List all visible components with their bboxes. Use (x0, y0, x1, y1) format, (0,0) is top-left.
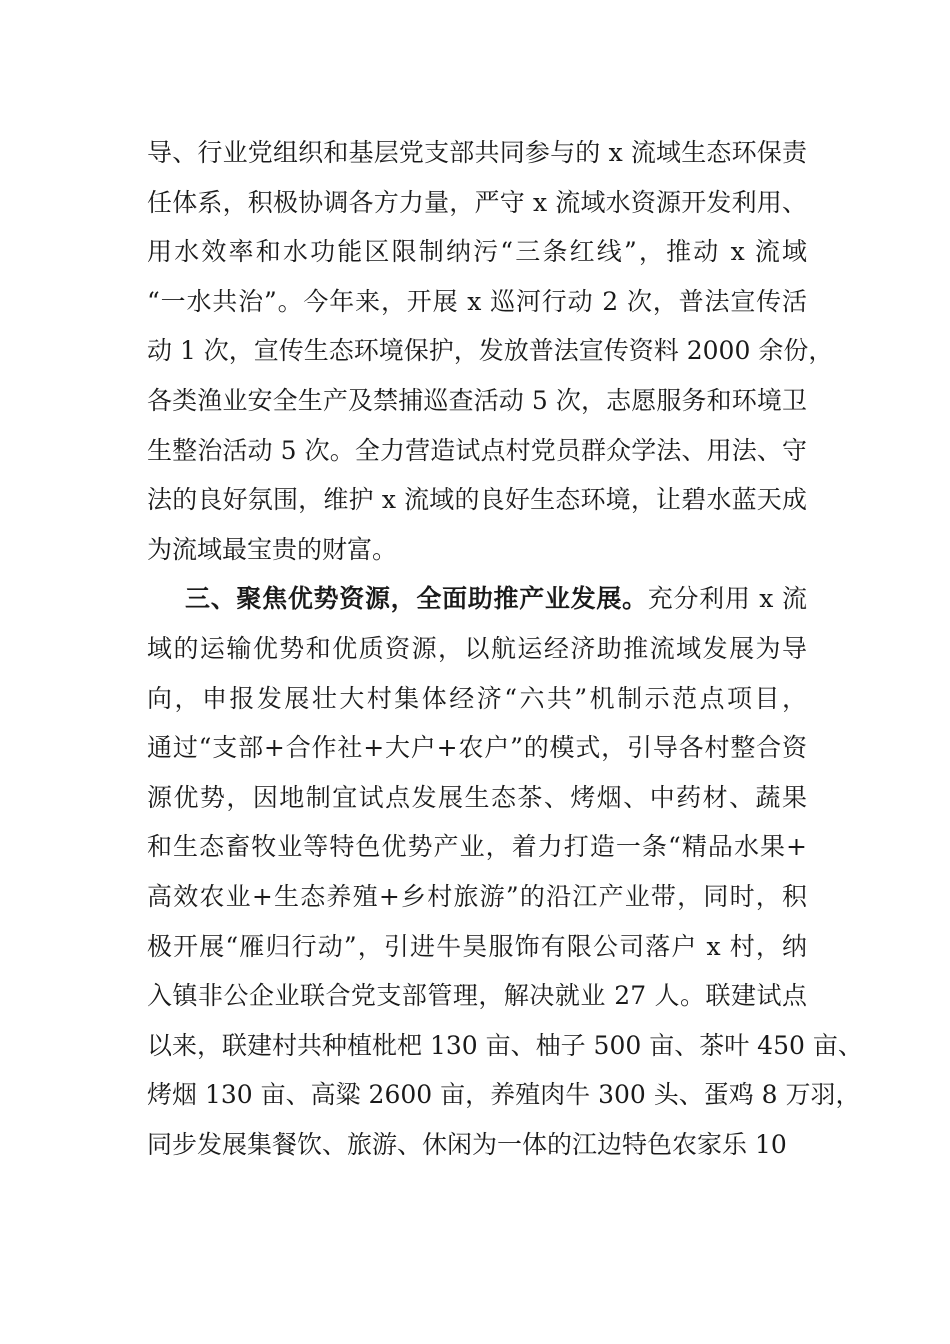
text-line: 极开展“雁归行动”，引进牛昊服饰有限公司落户 x 村，纳 (147, 931, 807, 961)
text-line: 以来，联建村共种植枇杷 130 亩、柚子 500 亩、茶叶 450 亩、 (147, 1030, 863, 1060)
text-line: 高效农业+生态养殖+乡村旅游”的沿江产业带，同时，积 (147, 881, 807, 911)
text-line: “一水共治”。今年来，开展 x 巡河行动 2 次，普法宣传活 (147, 286, 807, 316)
text-line: 烤烟 130 亩、高粱 2600 亩，养殖肉牛 300 头、蛋鸡 8 万羽， (147, 1080, 861, 1110)
text-line: 生整治活动 5 次。全力营造试点村党员群众学法、用法、守 (147, 435, 807, 465)
text-line: 用水效率和水功能区限制纳污“三条红线”，推动 x 流域 (147, 237, 807, 267)
text-line: 动 1 次，宣传生态环境保护，发放普法宣传资料 2000 余份， (147, 336, 834, 366)
text-line: 向，申报发展壮大村集体经济“六共”机制示范点项目， (147, 683, 807, 713)
text-line: 源优势，因地制宜试点发展生态茶、烤烟、中药材、蔬果 (147, 782, 807, 812)
text-line: 通过“支部+合作社+大户+农户”的模式，引导各村整合资 (147, 733, 807, 763)
text-line: 同步发展集餐饮、旅游、休闲为一体的江边特色农家乐 10 (147, 1129, 787, 1159)
section-heading-line (147, 574, 807, 624)
section-heading: 三、聚焦优势资源，全面助推产业发展。 (185, 584, 648, 614)
text-line: 入镇非公企业联合党支部管理，解决就业 27 人。联建试点 (147, 981, 807, 1011)
text-line: 任体系，积极协调各方力量，严守 x 流域水资源开发利用、 (147, 187, 807, 217)
body-text (147, 128, 863, 1169)
text-line: 法的良好氛围，维护 x 流域的良好生态环境，让碧水蓝天成 (147, 485, 807, 515)
text-line: 域的运输优势和优质资源，以航运经济助推流域发展为导 (147, 633, 807, 663)
text-line: 和生态畜牧业等特色优势产业，着力打造一条“精品水果+ (147, 832, 807, 862)
text-line: 为流域最宝贵的财富。 (147, 534, 398, 564)
text-line: 导、行业党组织和基层党支部共同参与的 x 流域生态环保责 (147, 138, 807, 167)
section-first-line-text: 充分利用 x 流 (647, 584, 807, 614)
text-line: 各类渔业安全生产及禁捕巡查活动 5 次，志愿服务和环境卫 (147, 385, 807, 415)
